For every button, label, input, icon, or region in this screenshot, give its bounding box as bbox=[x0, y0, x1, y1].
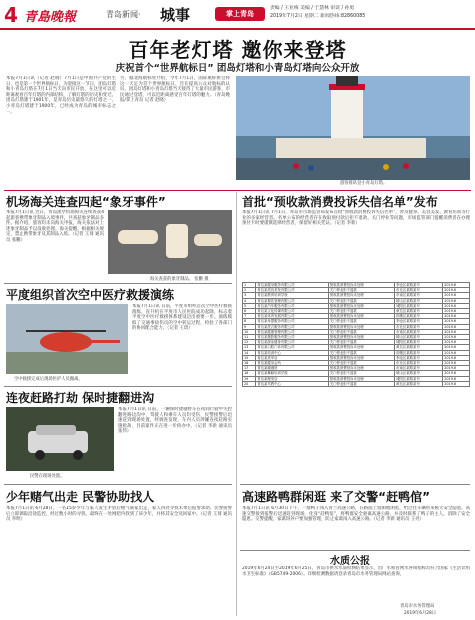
article-youth-title: 少年赌气出走 民警协助找人 bbox=[6, 490, 155, 504]
table-cell: 崂山区某路某号 bbox=[395, 298, 443, 303]
table-cell: 青岛某美甲店 bbox=[256, 355, 329, 360]
table-cell: 青岛某早教中心 bbox=[256, 381, 329, 386]
helicopter-photo bbox=[6, 304, 128, 374]
article-elephant-title: 机场海关连查四起“象牙事件” bbox=[6, 195, 166, 209]
table-cell: 2019.6 bbox=[443, 340, 470, 345]
table-cell: 青岛某餐饮管理有限公司 bbox=[256, 298, 329, 303]
table-cell: 2019.6 bbox=[443, 366, 470, 371]
table-cell: 崂山区某路某号 bbox=[395, 335, 443, 340]
water-quality-signature: 青岛市水务管理局 bbox=[400, 604, 435, 609]
table-cell: 青岛某母婴服务有限公司 bbox=[256, 319, 329, 324]
table-cell: 2019.6 bbox=[443, 329, 470, 334]
lead-headline: 百年老灯塔 邀你来登塔 bbox=[128, 38, 347, 62]
article-highway-body: 本报7月1日讯 6月30日下午，一群鸭子闯入青兰高速公路，在路面上悠闲地闲逛，给过往车辆带来极大安全隐患。高速交警接到报警后迅速赶到现场，化身“赶鸭倌”，将鸭群安全驱离高速公路，并及时联系了鸭子的主人，消除了安全隐患。交警提醒，家禽饲养户要加强管理，防止家禽闯入高速公路。（记者 李新 通讯员 王亮） bbox=[242, 506, 470, 523]
table-cell: 青岛某教育培训学校 bbox=[256, 293, 329, 298]
table-cell: 市北区某路某号 bbox=[395, 288, 443, 293]
lead-subheadline: 庆祝首个“世界航标日” 团岛灯塔和小青岛灯塔向公众开放 bbox=[115, 63, 360, 74]
table-cell: 2019.6 bbox=[443, 361, 470, 366]
section-name: 城事 bbox=[160, 6, 191, 24]
table-cell: 20 bbox=[243, 381, 256, 386]
newspaper-logo: 青島晚報 bbox=[24, 10, 77, 25]
table-cell: 15 bbox=[243, 355, 256, 360]
table-row bbox=[243, 381, 470, 386]
issue-date: 2019年7月2日 星期二 新闻热线:82860085 bbox=[270, 14, 366, 19]
table-cell: 青岛某文化传媒有限公司 bbox=[256, 309, 329, 314]
table-cell: 17 bbox=[243, 366, 256, 371]
page-number: 4 bbox=[4, 3, 18, 27]
table-cell: 青岛某健身服务有限公司 bbox=[256, 283, 329, 288]
table-cell: 关门停业拒不退款 bbox=[328, 288, 394, 293]
table-cell: 黄岛区某路某号 bbox=[395, 309, 443, 314]
table-cell: 青岛某摄影服务有限公司 bbox=[256, 335, 329, 340]
table-cell: 青岛某瑜伽馆 bbox=[256, 366, 329, 371]
lighthouse-photo-caption: 游客排队登小青岛灯塔。 bbox=[340, 181, 388, 186]
table-cell: 5 bbox=[243, 303, 256, 308]
table-cell: 城阳区某路某号 bbox=[395, 303, 443, 308]
table-cell: 关门停业拒不退款 bbox=[328, 309, 394, 314]
table-cell: 市北区某路某号 bbox=[395, 361, 443, 366]
table-cell: 关门停业拒不退款 bbox=[328, 361, 394, 366]
table-cell: 市南区某路某号 bbox=[395, 366, 443, 371]
table-cell: 预收款消费投诉未处理 bbox=[328, 376, 394, 381]
car-photo bbox=[6, 407, 114, 471]
table-cell: 关门停业拒不退款 bbox=[328, 329, 394, 334]
table-cell: 青岛某培训中心 bbox=[256, 350, 329, 355]
table-cell: 12 bbox=[243, 340, 256, 345]
table-cell: 市南区某路某号 bbox=[395, 293, 443, 298]
car-photo-caption: 民警在现场处置。 bbox=[30, 474, 65, 479]
table-cell: 青岛某汽车服务有限公司 bbox=[256, 303, 329, 308]
table-cell: 即墨区某路某号 bbox=[395, 350, 443, 355]
table-cell: 16 bbox=[243, 361, 256, 366]
table-cell: 城阳区某路某号 bbox=[395, 376, 443, 381]
table-cell: 18 bbox=[243, 371, 256, 376]
table-cell: 1 bbox=[243, 283, 256, 288]
article-highway-title: 高速路鸭群闲逛 来了交警“赶鸭倌” bbox=[242, 490, 430, 504]
helicopter-photo-caption: 空中救援完成后现场医护人员撤离。 bbox=[14, 377, 83, 382]
table-cell: 关门停业拒不退款 bbox=[328, 381, 394, 386]
table-cell: 14 bbox=[243, 350, 256, 355]
table-cell: 青岛某口腔门诊有限公司 bbox=[256, 345, 329, 350]
blacklist-table bbox=[242, 282, 470, 478]
table-cell: 2019.6 bbox=[443, 376, 470, 381]
table-cell: 预收款消费投诉未处理 bbox=[328, 283, 394, 288]
table-cell: 2019.6 bbox=[443, 345, 470, 350]
table-cell: 预收款消费投诉未处理 bbox=[328, 324, 394, 329]
table-cell: 2019.6 bbox=[443, 371, 470, 376]
table-cell: 关门停业拒不退款 bbox=[328, 319, 394, 324]
lead-body-col2: 另，据北海航标处介绍，今年7月1日，国际航标协会将这一天定为首个世界航标日，旨在提高公众对航标的认识，团岛灯塔和小青岛灯塔当天接待了大量市民游客，市民通过登塔，可以近距离感受百年灯塔的魅力。（青岛晚报/掌上青岛 记者 赵晓） bbox=[120, 76, 230, 104]
table-cell: 2019.6 bbox=[443, 381, 470, 386]
table-cell: 19 bbox=[243, 376, 256, 381]
editor-credits: 责编 / 王亚梅 美编 / 于慧林 审读 / 孙勇 bbox=[270, 6, 355, 11]
divider bbox=[4, 386, 232, 387]
table-cell: 市北区某路某号 bbox=[395, 324, 443, 329]
divider bbox=[4, 190, 471, 191]
table-cell: 2019.6 bbox=[443, 355, 470, 360]
table-cell: 8 bbox=[243, 319, 256, 324]
article-ferry-body: 本报7月1日讯 日前，平度市组织首次空中医疗救援演练，直升机在平度市人民医院成功起降，标志着平度空中医疗救援体系建设迈出重要一步。演练模拟了交通事故伤员的空中转运过程，检验了各部门的协同配合能力。（记者 王琦） bbox=[132, 304, 232, 332]
table-cell: 青岛某体育发展有限公司 bbox=[256, 314, 329, 319]
table-cell: 10 bbox=[243, 329, 256, 334]
table-cell: 预收款消费投诉未处理 bbox=[328, 314, 394, 319]
water-quality-body: 2019年6月24日至2019年6月25日，青岛市供水水质检测结果显示，出厂水和管网水各项指标均符合国家《生活饮用水卫生标准》（GB5749-2006）。详细检测数据请登录青岛市水务管理局网站查询。 bbox=[242, 566, 470, 577]
table-cell: 青岛某健身会所 bbox=[256, 361, 329, 366]
table-cell: 崂山区某路某号 bbox=[395, 371, 443, 376]
water-quality-title: 水质公报 bbox=[330, 556, 370, 567]
table-cell: 9 bbox=[243, 324, 256, 329]
table-cell: 预收款消费投诉未处理 bbox=[328, 303, 394, 308]
table-cell: 青岛某理发店 bbox=[256, 376, 329, 381]
ivory-photo-caption: 海关查获的象牙制品。 张鹏 摄 bbox=[150, 277, 209, 282]
table-cell: 关门停业拒不退款 bbox=[328, 350, 394, 355]
table-cell: 2019.6 bbox=[443, 319, 470, 324]
table-cell: 李沧区某路某号 bbox=[395, 319, 443, 324]
table-cell: 李沧区某路某号 bbox=[395, 283, 443, 288]
table-cell: 7 bbox=[243, 314, 256, 319]
app-badge: 掌上青岛 bbox=[215, 7, 265, 21]
section-prefix: 青岛新闻· bbox=[106, 10, 141, 19]
article-fraud-body: 本报7月1日讯 日前，一辆保时捷越野车在夜间行驶中失控翻进路边沟中，驾驶人和乘车人员均受伤，民警接警后迅速赶到现场处置，经调查发现，车内人员涉嫌连夜赶路实施抢劫，目前案件正在进一步侦办中。（记者 李新 通讯员 张伟） bbox=[118, 407, 232, 435]
article-ferry-title: 平度组织首次空中医疗救援演练 bbox=[6, 288, 175, 302]
table-cell: 青岛某舞蹈培训学校 bbox=[256, 371, 329, 376]
table-cell: 2019.6 bbox=[443, 324, 470, 329]
table-cell: 关门停业拒不退款 bbox=[328, 298, 394, 303]
table-cell: 黄岛区某路某号 bbox=[395, 345, 443, 350]
table-cell: 4 bbox=[243, 298, 256, 303]
table-cell: 预收款消费投诉未处理 bbox=[328, 293, 394, 298]
article-elephant-body: 本报7月1日讯 近日，青岛流亭机场海关连续查获4起旅客携带象牙制品入境事件，共查获象牙制品多件。据介绍，旅客均未向海关申报，海关依法对上述象牙制品予以没收处理。海关提醒，根据相关规定，禁止携带象牙及其制品入境。（记者 王琦 通讯员 张鹏） bbox=[6, 210, 104, 243]
table-cell: 关门停业拒不退款 bbox=[328, 371, 394, 376]
table-cell: 2019.6 bbox=[443, 335, 470, 340]
table-cell: 11 bbox=[243, 335, 256, 340]
table-cell: 6 bbox=[243, 309, 256, 314]
table-cell: 2019.6 bbox=[443, 350, 470, 355]
column-divider bbox=[236, 192, 237, 616]
table-cell: 2019.6 bbox=[443, 288, 470, 293]
table-cell: 黄岛区某路某号 bbox=[395, 381, 443, 386]
divider bbox=[4, 283, 232, 284]
table-cell: 预收款消费投诉未处理 bbox=[328, 366, 394, 371]
table-cell: 2019.6 bbox=[443, 314, 470, 319]
table-cell: 即墨区某路某号 bbox=[395, 314, 443, 319]
divider bbox=[240, 484, 470, 485]
table-cell: 2019.6 bbox=[443, 309, 470, 314]
table-cell: 城阳区某路某号 bbox=[395, 340, 443, 345]
article-consumer-body: 本报7月1日讯 7月1日，青岛市市场监管局发布首批“预收款消费投诉失信名单”，涉及健身、美容美发、教育培训等行业的多家经营者。名单公布的经营者存在收取预付款后拒不退款、关门停业等问题，市场监管部门提醒消费者在办理预付卡时要谨慎选择经营者，保留好相关凭证。（记者 李新） bbox=[242, 210, 470, 227]
water-quality-date: 2019年6月28日 bbox=[404, 611, 437, 616]
divider bbox=[240, 550, 470, 551]
table-cell: 市南区某路某号 bbox=[395, 329, 443, 334]
table-cell: 2019.6 bbox=[443, 303, 470, 308]
table-cell: 2019.6 bbox=[443, 293, 470, 298]
table-cell: 预收款消费投诉未处理 bbox=[328, 355, 394, 360]
table-cell: 李沧区某路某号 bbox=[395, 355, 443, 360]
table-cell: 关门停业拒不退款 bbox=[328, 340, 394, 345]
table-cell: 青岛某美容美发有限公司 bbox=[256, 288, 329, 293]
table-cell: 3 bbox=[243, 293, 256, 298]
article-fraud-title: 连夜赶路打劫 保时捷翻进沟 bbox=[6, 391, 155, 405]
ivory-photo bbox=[108, 210, 232, 274]
table-cell: 青岛某洗衣服务有限公司 bbox=[256, 324, 329, 329]
table-cell: 2019.6 bbox=[443, 283, 470, 288]
divider bbox=[4, 484, 232, 485]
article-consumer-title: 首批“预收款消费投诉失信名单”发布 bbox=[242, 195, 438, 209]
table-cell: 2 bbox=[243, 288, 256, 293]
table-cell: 13 bbox=[243, 345, 256, 350]
table-cell: 青岛某健康管理有限公司 bbox=[256, 329, 329, 334]
table-cell: 青岛某游泳健身有限公司 bbox=[256, 340, 329, 345]
lead-body-col1: 本报7月1日讯（记者 赵晓）7月1日是中国共产党的生日，也是第一个世界航标日，为迎接这一节日，团岛灯塔和小青岛灯塔在7月1日当天向市民开放，在这里可以近距离观看百年灯塔的内部结构，了解灯塔的历史和变迁。团岛灯塔建于1901年，是青岛历史最悠久的灯塔之一，小青岛灯塔建于1900年，已经成为青岛的城市标志之一。 bbox=[6, 76, 116, 115]
lighthouse-photo bbox=[236, 76, 470, 180]
article-youth-body: 本报7月1日讯 6月28日，一名15岁少年与家人发生矛盾后赌气离家出走，家人四处寻找未果后报警求助。民警接警后立即调取沿途监控，经过数小时的寻找，最终在一处网吧内找到了该少年，并将其安全送回家中。（记者 王琦 通讯员 李明） bbox=[6, 506, 232, 523]
table-cell: 预收款消费投诉未处理 bbox=[328, 335, 394, 340]
table-cell: 2019.6 bbox=[443, 298, 470, 303]
table-cell: 预收款消费投诉未处理 bbox=[328, 345, 394, 350]
